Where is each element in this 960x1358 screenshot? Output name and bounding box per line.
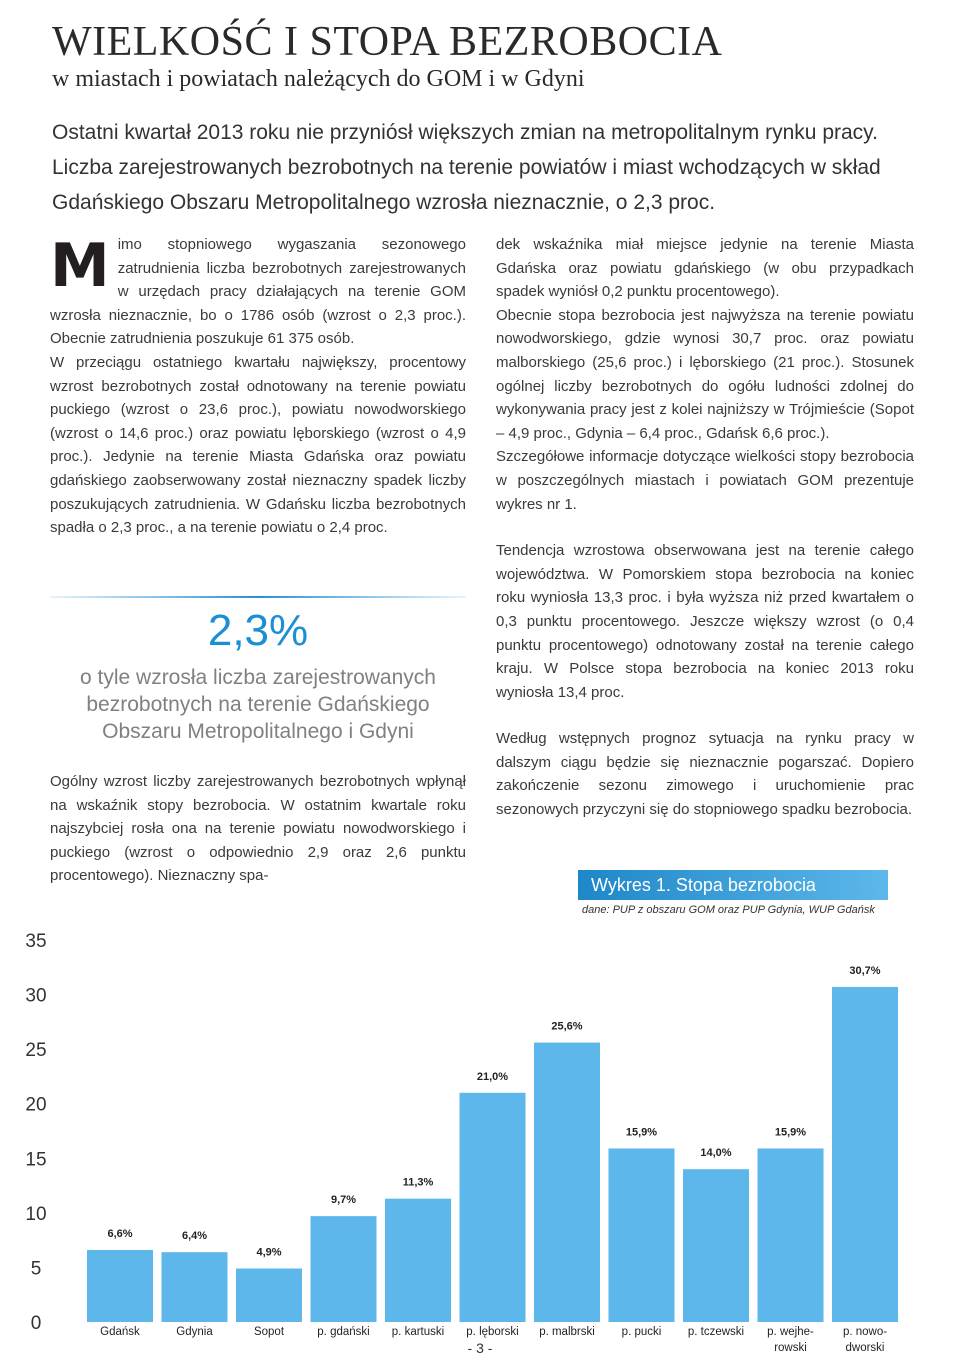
bar-value-label: 4,9% (256, 1246, 282, 1259)
bar-value-label: 6,6% (107, 1227, 133, 1240)
x-category-label: p. pucki (621, 1326, 662, 1338)
page-subtitle: w miastach i powiatach należących do GOM i w Gdyni (52, 66, 585, 92)
x-category-label: p. wejhe- (767, 1326, 814, 1338)
y-tick-label: 25 (25, 1040, 47, 1062)
bar (758, 1148, 824, 1322)
right-paragraph-2: Obecnie stopa bezrobocia jest najwyższa na terenie powiatu nowodworskiego, gdzie wynosi 30,7 proc. oraz powiatu malborskiego (25,6 proc.) i lęborskiego (21 proc.). Stosunek ogólnej liczby bezrobotnych do ogółu ludności zdolnej do wykonywania pracy jest z kolei najniższy w Trójmieście (Sopot – 4,9 proc., Gdynia – 6,4 proc., Gdańsk 6,6 proc.). (496, 306, 914, 442)
right-column (496, 233, 914, 822)
bar-value-label: 21,0% (476, 1070, 509, 1083)
right-paragraph-4: Tendencja wzrostowa obserwowana jest na terenie całego województwa. W Pomorskiem stopa bezrobocia na koniec roku wyniosła 13,3 proc. i była wyższa niż przed kwartałem o 0,3 punktu procentowego. Jeszcze większy wzrost (o 0,4 punktu procentowego) odnotowany został na terenie całego kraju. W Polsce stopa bezrobocia na koniec 2013 roku wyniosła 13,4 proc. (496, 542, 914, 701)
x-category-label: p. lęborski (466, 1326, 519, 1338)
pull-quote-text: o tyle wzrosła liczba zarejestrowanych bezrobotnych na terenie Gdańskiego Obszaru Metropolitalnego i Gdyni (80, 666, 436, 743)
x-category-label: Gdynia (176, 1326, 213, 1338)
bar (683, 1169, 749, 1322)
x-category-label: Gdańsk (100, 1326, 140, 1338)
bar-value-label: 15,9% (625, 1126, 658, 1139)
right-paragraph-5: Według wstępnych prognoz sytuacja na rynku pracy w dalszym ciągu będzie się nieznacznie pogarszać. Dopiero zakończenie sezonu zimowego i uruchomienie prac sezonowych przyczyni się do stopniowego spadku bezrobocia. (496, 730, 914, 819)
x-category-label: p. malbrski (539, 1326, 595, 1338)
y-tick-label: 30 (25, 985, 47, 1007)
pull-quote-number: 2,3% (207, 606, 309, 655)
x-category-label: p. tczewski (687, 1326, 745, 1338)
bar (87, 1250, 153, 1322)
lead-paragraph: Ostatni kwartał 2013 roku nie przyniósł większych zmian na metropolitalnym rynku pracy. Liczba zarejestrowanych bezrobotnych na terenie powiatów i miast wchodzących w skład Gdańskiego Obszaru Metropolitalnego wzrosła nieznacznie, o 2,3 proc. (52, 121, 881, 214)
bar-value-label: 25,6% (551, 1020, 583, 1033)
growth-paragraph: W przeciągu ostatniego kwartału największy, procentowy wzrost bezrobotnych został odnotowany na terenie powiatu puckiego (wzrost o 23,6 proc.), powiatu nowodworskiego (wzrost o 14,6 proc.) oraz powiatu lęborskiego (wzrost o 4,9 proc.). Jedynie na terenie Miasta Gdańska oraz powiatu gdańskiego zaobserwowany został nieznaczny spadek liczby poszukujących zatrudnienia. W Gdańsku liczba bezrobotnych spadła o 2,3 proc., a na terenie powiatu o 2,4 proc. (50, 353, 466, 537)
x-category-label: p. gdański (317, 1326, 370, 1338)
bar (385, 1199, 451, 1322)
rate-paragraph-text: Ogólny wzrost liczby zarejestrowanych bezrobotnych wpłynął na wskaźnik stopy bezrobocia. W ostatnim kwartale roku najszybciej rosła ona na terenie powiatu nowodworskiego i puckiego (wzrost o odpowiednio 2,9 oraz 2,6 punktu procentowego). Nieznaczny spa- (50, 773, 466, 885)
right-paragraph-1: dek wskaźnika miał miejsce jedynie na terenie Miasta Gdańska oraz powiatu gdańskiego (w obu przypadkach spadek wyniósł 0,2 punktu procentowego). (496, 236, 914, 301)
bar-value-label: 11,3% (402, 1176, 434, 1189)
intro-paragraph-text: imo stopniowego wygaszania sezonowego zatrudnienia liczba bezrobotnych zarejestrowanych w urzędach pracy działających na terenie GOM wzrosła nieznacznie, bo o 1786 osób (wzrost o 2,3 proc.). Obecnie zatrudnienia poszukuje 61 375 osób. (50, 236, 466, 348)
page-number: - 3 - (467, 1340, 493, 1356)
bar-value-label: 30,7% (849, 964, 881, 977)
unemployment-bar-chart (0, 920, 960, 1354)
y-tick-label: 35 (25, 931, 47, 952)
bar (311, 1216, 377, 1322)
y-tick-label: 5 (30, 1258, 42, 1280)
y-tick-label: 10 (25, 1203, 47, 1225)
bar (236, 1269, 302, 1322)
x-category-label: dworski (845, 1342, 885, 1354)
bar (162, 1252, 228, 1322)
rate-paragraph (50, 770, 466, 888)
right-paragraph-3: Szczegółowe informacje dotyczące wielkości stopy bezrobocia w poszczególnych miastach i powiatach GOM prezentuje wykres nr 1. (496, 448, 914, 513)
bar (460, 1093, 526, 1322)
intro-paragraph (50, 233, 466, 351)
bar-value-label: 9,7% (330, 1194, 357, 1207)
y-tick-label: 15 (25, 1149, 47, 1171)
x-category-label: p. nowo- (842, 1326, 888, 1338)
bar-value-label: 15,9% (774, 1126, 807, 1139)
pull-quote-divider (50, 596, 466, 598)
x-category-label: rowski (774, 1342, 807, 1354)
left-column (50, 233, 466, 540)
bar (832, 987, 898, 1322)
y-tick-label: 20 (25, 1094, 47, 1116)
x-category-label: Sopot (253, 1326, 285, 1338)
chart-source: dane: PUP z obszaru GOM oraz PUP Gdynia, WUP Gdańsk (582, 904, 875, 916)
chart-title-banner: Wykres 1. Stopa bezrobocia (578, 870, 888, 900)
bar (609, 1148, 675, 1322)
drop-cap: M (50, 231, 110, 301)
x-category-label: p. kartuski (391, 1326, 445, 1338)
y-tick-label: 0 (30, 1313, 42, 1334)
bar (534, 1043, 600, 1322)
bar-value-label: 14,0% (700, 1147, 732, 1160)
page-title: WIELKOŚĆ I STOPA BEZROBOCIA (52, 19, 723, 65)
bar-value-label: 6,4% (181, 1230, 208, 1243)
